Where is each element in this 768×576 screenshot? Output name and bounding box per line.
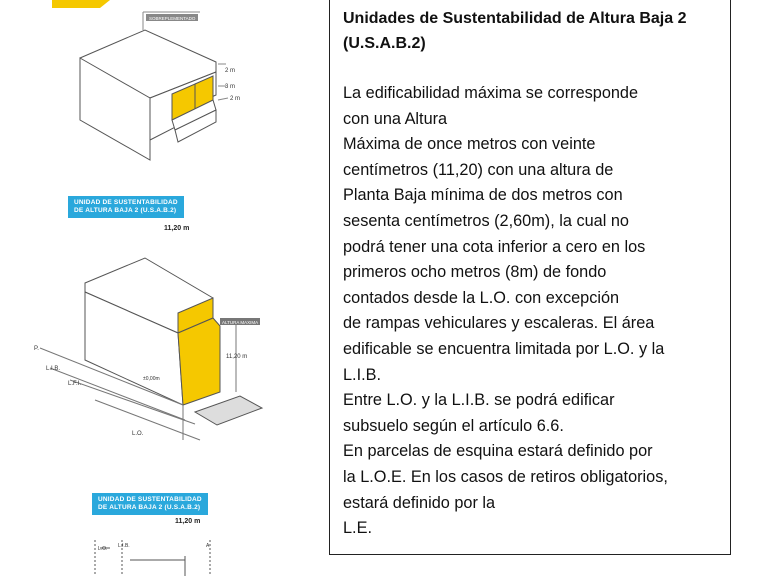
building-diagrams-illustration <box>0 0 318 576</box>
axis-label-lo: L.O. <box>132 431 144 437</box>
tag-usab2-lower <box>92 493 208 515</box>
body-line: Planta Baja mínima de dos metros con <box>343 186 623 205</box>
body-line: subsuelo según el artículo 6.6. <box>343 416 564 435</box>
tag-lower-line-2: DE ALTURA BAJA 2 (U.S.A.B.2) <box>98 504 201 511</box>
height-lower-label: 11,20 m <box>175 518 201 525</box>
top-dim-1: 2 m <box>225 68 236 74</box>
mid-height-label: 11,20 m <box>226 354 248 360</box>
bottom-mark-a: A <box>206 543 210 549</box>
top-dim-2: 3 m <box>225 84 236 90</box>
height-upper-label: 11,20 m <box>164 225 190 232</box>
tag-lower-line-1: UNIDAD DE SUSTENTABILIDAD <box>98 496 202 503</box>
body-line: Entre L.O. y la L.I.B. se podrá edificar <box>343 391 615 410</box>
mid-label-bar-text: ALTURA MAXIMA <box>222 320 259 325</box>
body-line: podrá tener una cota inferior a cero en los <box>343 237 646 256</box>
text-panel <box>329 0 731 555</box>
top-label-bar-text: SOBREPLEMENTADO <box>149 16 196 21</box>
body-line: sesenta centímetros (2,60m), la cual no <box>343 211 629 230</box>
body-line: primeros ocho metros (8m) de fondo <box>343 263 607 282</box>
tag-usab2-upper <box>68 196 184 218</box>
bottom-section-diagram <box>95 540 210 576</box>
body-line: estará definido por la <box>343 493 496 512</box>
tag-upper-line-2: DE ALTURA BAJA 2 (U.S.A.B.2) <box>74 207 177 214</box>
body-line: centímetros (11,20) con una altura de <box>343 160 614 179</box>
body-line: La edificabilidad máxima se corresponde <box>343 84 639 102</box>
top-dim-3: 2 m <box>230 96 241 102</box>
mid-cota-label: ±0,00m <box>143 376 160 382</box>
body-line: edificable se encuentra limitada por L.O. y la <box>343 339 665 358</box>
panel-title: Unidades de Sustentabilidad de Altura Baja 2 (U.S.A.B.2) <box>343 10 687 52</box>
body-line: de rampas vehiculares y escaleras. El área <box>343 314 655 333</box>
body-line: contados desde la L.O. con excepción <box>343 288 620 307</box>
diagram-column <box>0 0 318 576</box>
bottom-mark-lib: L.I.B. <box>118 543 130 549</box>
middle-building-diagram <box>40 258 262 440</box>
tag-upper-line-1: UNIDAD DE SUSTENTABILIDAD <box>74 199 178 206</box>
bottom-mark-lo: L.O. <box>98 546 108 552</box>
body-line: L.I.B. <box>343 365 382 384</box>
axis-label-p: P. <box>34 346 39 352</box>
body-line: L.E. <box>343 519 372 538</box>
top-building-diagram <box>52 0 228 160</box>
axis-label-lib: L.I.B. <box>46 366 61 372</box>
body-line: la L.O.E. En los casos de retiros obligatorios, <box>343 467 668 486</box>
body-line: Máxima de once metros con veinte <box>343 135 596 154</box>
panel-body <box>343 81 722 542</box>
body-line: En parcelas de esquina estará definido por <box>343 442 653 461</box>
axis-label-lfi: L.F.I. <box>68 381 82 387</box>
body-line: con una Altura <box>343 109 448 128</box>
